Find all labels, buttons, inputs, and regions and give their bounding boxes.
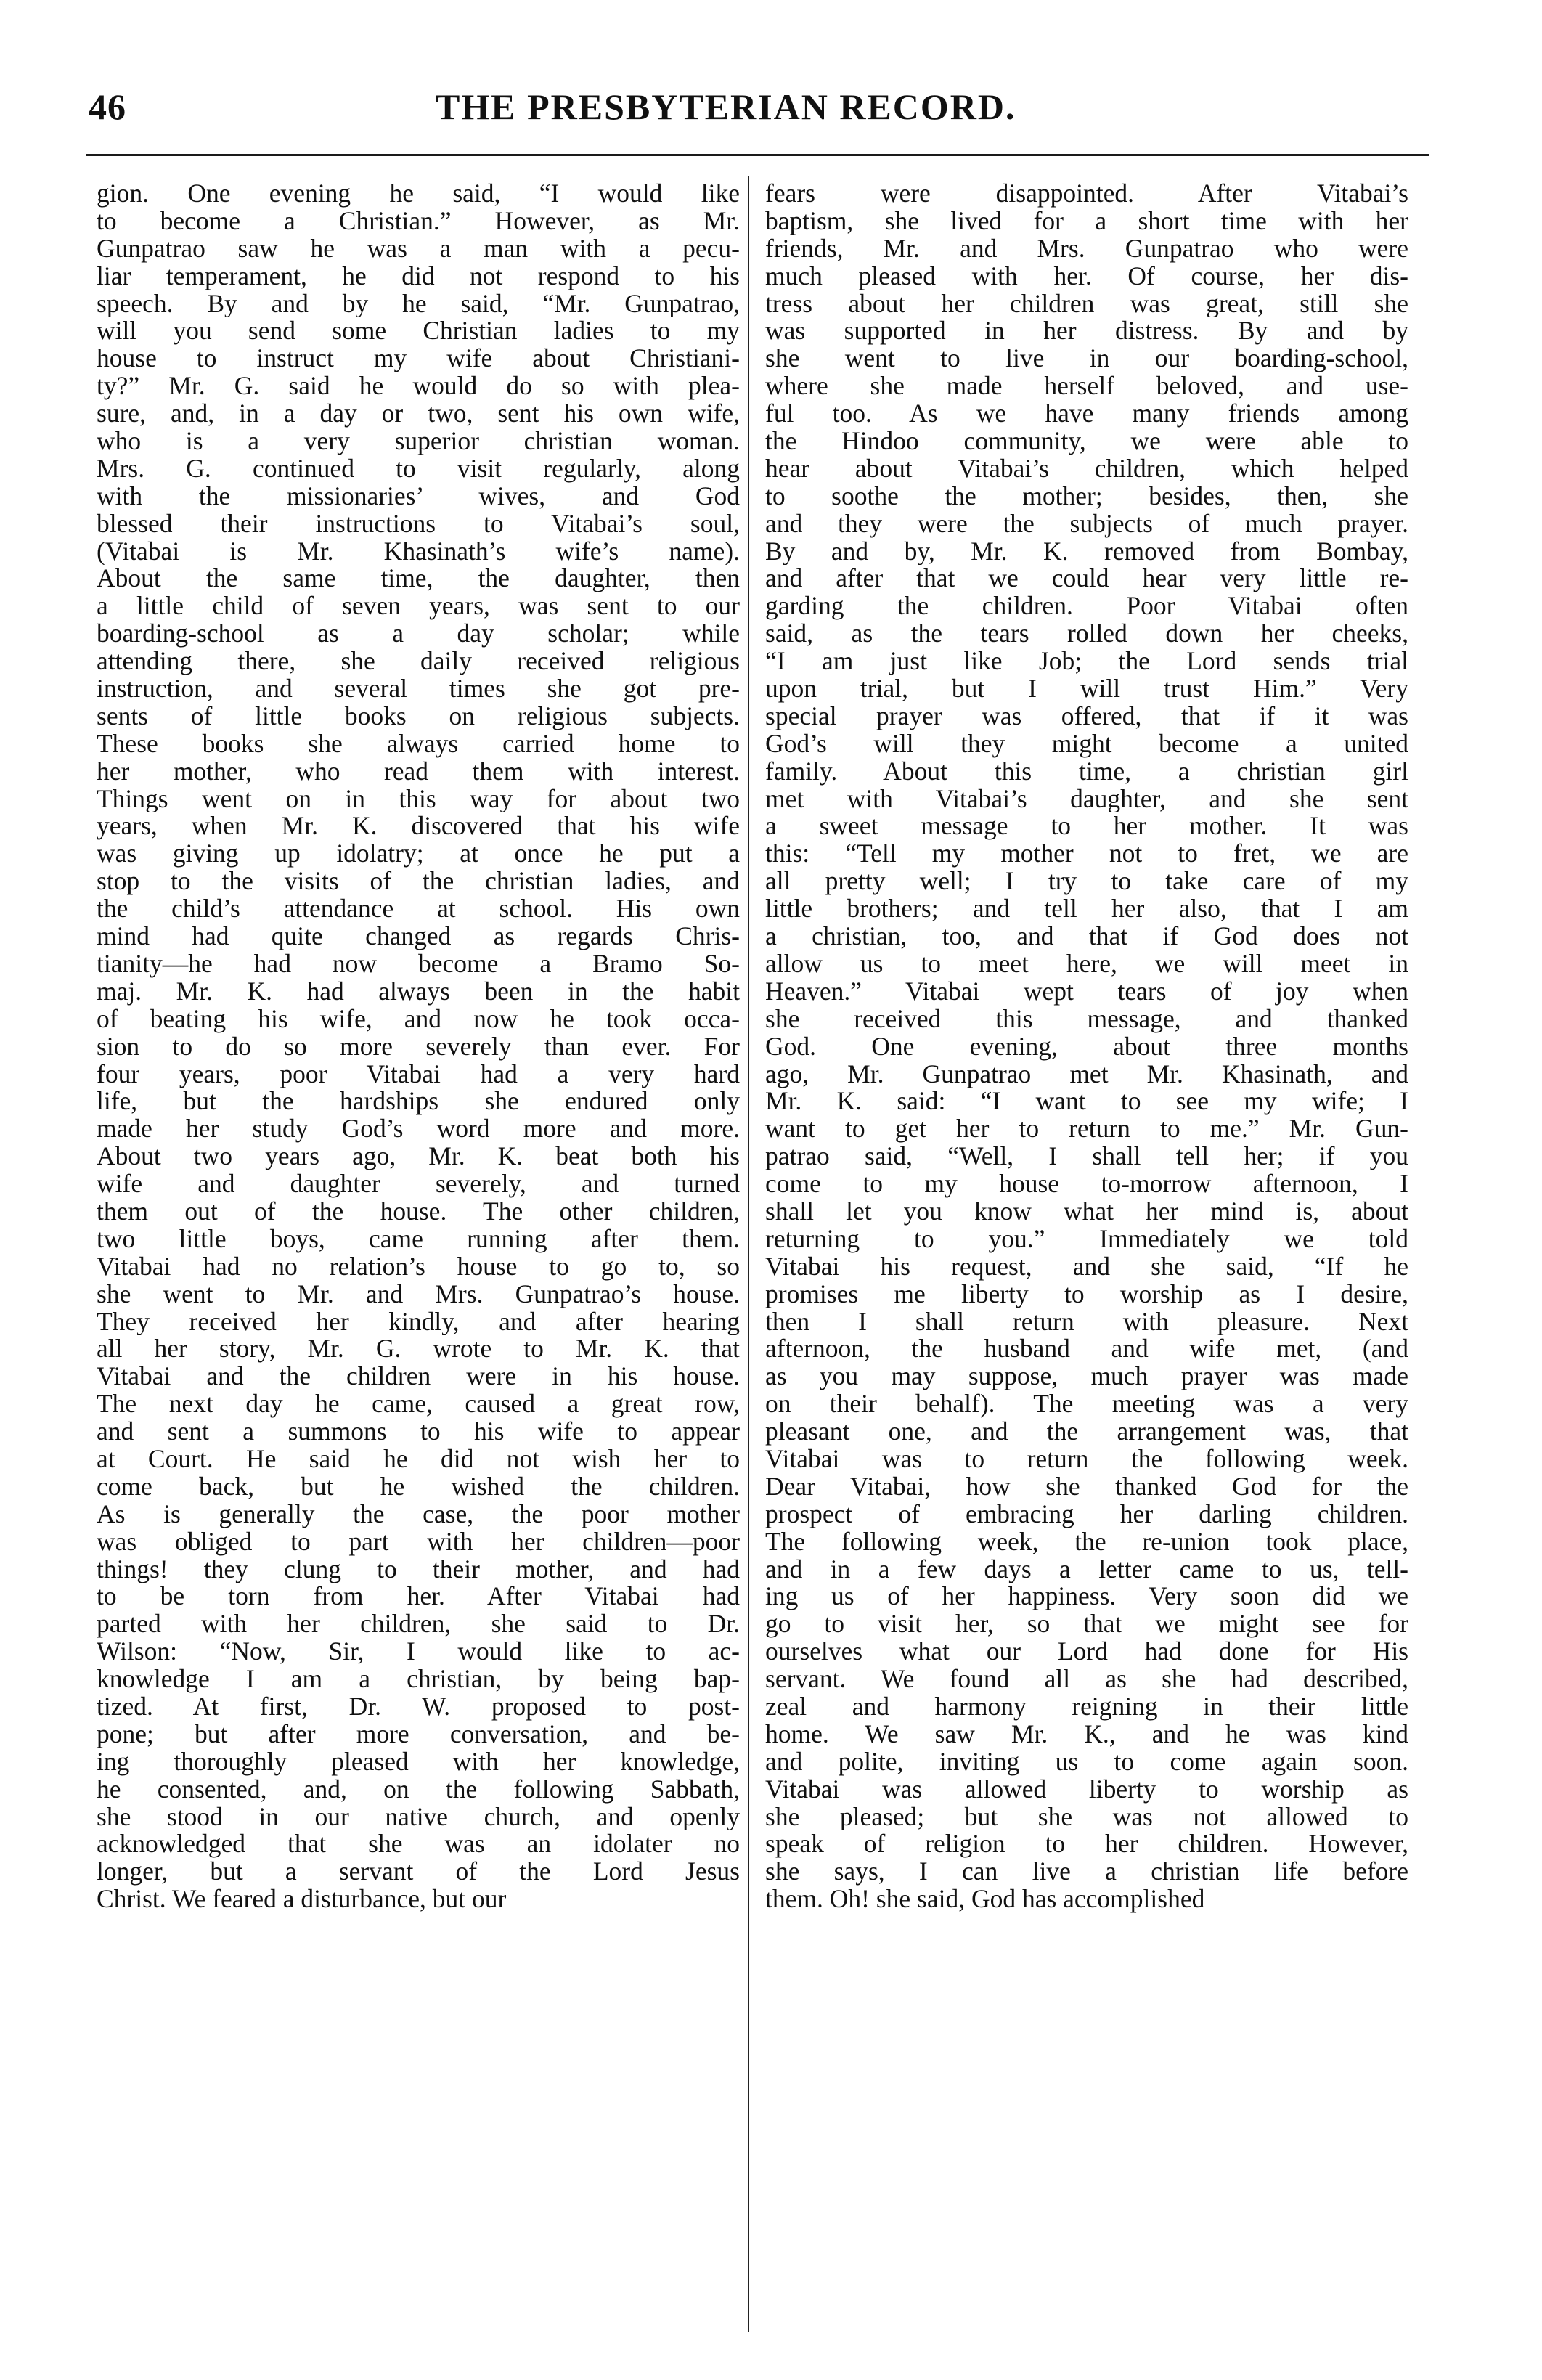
header-rule — [86, 154, 1429, 156]
text-line: sure, and, in a day or two, sent his own wife, — [97, 400, 740, 428]
text-line: maj. Mr. K. had always been in the habit — [97, 977, 740, 1006]
text-line: a christian, too, and that if God does not — [765, 923, 1408, 950]
text-line: sion to do so more severely than ever. For — [97, 1032, 740, 1061]
text-line: liar temperament, he did not respond to his — [97, 262, 740, 290]
text-line: parted with her children, she said to Dr. — [97, 1610, 740, 1639]
text-line: God’s will they might become a united — [765, 730, 1408, 758]
text-line: a sweet message to her mother. It was — [765, 812, 1408, 841]
text-line: By and by, Mr. K. removed from Bombay, — [765, 537, 1408, 566]
text-line: was obliged to part with her children—poor — [97, 1528, 740, 1556]
text-line: The following week, the re-union took place, — [765, 1528, 1408, 1556]
text-line: friends, Mr. and Mrs. Gunpatrao who were — [765, 235, 1408, 263]
text-line: them. Oh! she said, God has accomplished — [765, 1886, 1205, 1914]
text-line: patrao said, “Well, I shall tell her; if you — [765, 1143, 1408, 1171]
text-line: gion. One evening he said, “I would like — [97, 180, 740, 208]
text-line: as you may suppose, much prayer was made — [765, 1363, 1408, 1391]
text-line: ful too. As we have many friends among — [765, 400, 1408, 428]
text-line: pleasant one, and the arrangement was, that — [765, 1418, 1408, 1446]
text-line: made her study God’s word more and more. — [97, 1115, 740, 1144]
text-line: God. One evening, about three months — [765, 1032, 1408, 1061]
text-line: As is generally the case, the poor mother — [97, 1500, 740, 1528]
running-title: THE PRESBYTERIAN RECORD. — [436, 86, 1016, 127]
text-line: Vitabai and the children were in his house. — [97, 1363, 740, 1391]
text-line: come back, but he wished the children. — [97, 1472, 740, 1501]
text-line: family. About this time, a christian girl — [765, 757, 1408, 786]
text-line: on their behalf). The meeting was a very — [765, 1390, 1408, 1419]
text-line: four years, poor Vitabai had a very hard — [97, 1060, 740, 1088]
text-line: Vitabai his request, and she said, “If he — [765, 1252, 1408, 1281]
text-line: she pleased; but she was not allowed to — [765, 1803, 1408, 1831]
text-line: Vitabai had no relation’s house to go to, so — [97, 1252, 740, 1281]
text-line: he consented, and, on the following Sabbath, — [97, 1775, 740, 1804]
text-line: fears were disappointed. After Vitabai’s — [765, 180, 1408, 208]
text-line: she went to live in our boarding-school, — [765, 345, 1408, 373]
text-line: allow us to meet here, we will meet in — [765, 950, 1408, 978]
text-line: garding the children. Poor Vitabai often — [765, 592, 1408, 621]
text-line: want to get her to return to me.” Mr. Gun- — [765, 1115, 1408, 1144]
text-line: Gunpatrao saw he was a man with a pecu- — [97, 235, 740, 263]
text-line: the child’s attendance at school. His own — [97, 895, 740, 924]
text-line: Wilson: “Now, Sir, I would like to ac- — [97, 1638, 740, 1666]
text-line: Mrs. G. continued to visit regularly, along — [97, 455, 740, 483]
text-line: was giving up idolatry; at once he put a — [97, 840, 740, 868]
text-line: They received her kindly, and after hearing — [97, 1308, 740, 1336]
text-line: sents of little books on religious subjects. — [97, 702, 740, 730]
text-line: Vitabai was allowed liberty to worship as — [765, 1775, 1408, 1804]
text-line: “I am just like Job; the Lord sends trial — [765, 648, 1408, 676]
text-line: ty?” Mr. G. said he would do so with plea- — [97, 372, 740, 401]
text-line: tized. At first, Dr. W. proposed to post- — [97, 1692, 740, 1721]
column-divider — [748, 176, 749, 2332]
text-line: who is a very superior christian woman. — [97, 428, 740, 455]
text-line: Mr. K. said: “I want to see my wife; I — [765, 1088, 1408, 1116]
text-line: life, but the hardships she endured only — [97, 1088, 740, 1116]
text-line: speech. By and by he said, “Mr. Gunpatrao, — [97, 290, 740, 318]
text-line: instruction, and several times she got pre- — [97, 675, 740, 703]
text-line: things! they clung to their mother, and had — [97, 1555, 740, 1584]
text-line: this: “Tell my mother not to fret, we are — [765, 840, 1408, 868]
text-line: boarding-school as a day scholar; while — [97, 620, 740, 648]
text-line: was supported in her distress. By and by — [765, 317, 1408, 346]
text-line: met with Vitabai’s daughter, and she sent — [765, 785, 1408, 813]
text-line: at Court. He said he did not wish her to — [97, 1445, 740, 1473]
text-line: Vitabai was to return the following week. — [765, 1445, 1408, 1473]
text-line: where she made herself beloved, and use- — [765, 372, 1408, 401]
text-line: home. We saw Mr. K., and he was kind — [765, 1720, 1408, 1748]
text-line: years, when Mr. K. discovered that his wife — [97, 812, 740, 841]
text-line: hear about Vitabai’s children, which helped — [765, 455, 1408, 483]
text-line: come to my house to-morrow afternoon, I — [765, 1170, 1408, 1198]
text-line: to be torn from her. After Vitabai had — [97, 1583, 740, 1611]
text-line: The next day he came, caused a great row, — [97, 1390, 740, 1419]
text-line: Things went on in this way for about two — [97, 785, 740, 813]
page-number: 46 — [89, 86, 126, 127]
text-line: promises me liberty to worship as I desire, — [765, 1280, 1408, 1308]
text-line: all her story, Mr. G. wrote to Mr. K. that — [97, 1335, 740, 1364]
text-line: she received this message, and thanked — [765, 1005, 1408, 1033]
text-line: speak of religion to her children. However, — [765, 1830, 1408, 1859]
text-line: baptism, she lived for a short time with her — [765, 207, 1408, 235]
text-line: attending there, she daily received religious — [97, 648, 740, 676]
text-line: stop to the visits of the christian ladies, and — [97, 868, 740, 896]
text-line: upon trial, but I will trust Him.” Very — [765, 675, 1408, 703]
text-line: all pretty well; I try to take care of my — [765, 868, 1408, 896]
text-line: Heaven.” Vitabai wept tears of joy when — [765, 977, 1408, 1006]
text-line: acknowledged that she was an idolater no — [97, 1830, 740, 1859]
text-line: tianity—he had now become a Bramo So- — [97, 950, 740, 978]
text-line: afternoon, the husband and wife met, (and — [765, 1335, 1408, 1364]
text-line: wife and daughter severely, and turned — [97, 1170, 740, 1198]
text-line: ago, Mr. Gunpatrao met Mr. Khasinath, and — [765, 1060, 1408, 1088]
text-line: and they were the subjects of much prayer. — [765, 510, 1408, 538]
text-line: ourselves what our Lord had done for His — [765, 1638, 1408, 1666]
text-line: her mother, who read them with interest. — [97, 757, 740, 786]
text-line: About the same time, the daughter, then — [97, 565, 740, 593]
text-line: About two years ago, Mr. K. beat both his — [97, 1143, 740, 1171]
text-line: pone; but after more conversation, and be- — [97, 1720, 740, 1748]
text-line: Dear Vitabai, how she thanked God for the — [765, 1472, 1408, 1501]
text-line: the Hindoo community, we were able to — [765, 428, 1408, 455]
text-line: blessed their instructions to Vitabai’s soul, — [97, 510, 740, 538]
text-line: then I shall return with pleasure. Next — [765, 1308, 1408, 1336]
text-line: servant. We found all as she had described, — [765, 1666, 1408, 1693]
text-line: will you send some Christian ladies to my — [97, 317, 740, 346]
text-line: shall let you know what her mind is, about — [765, 1197, 1408, 1226]
text-line: longer, but a servant of the Lord Jesus — [97, 1858, 740, 1886]
text-line: them out of the house. The other children, — [97, 1197, 740, 1226]
text-line: knowledge I am a christian, by being bap- — [97, 1666, 740, 1693]
text-line: with the missionaries’ wives, and God — [97, 482, 740, 510]
text-line: she went to Mr. and Mrs. Gunpatrao’s house. — [97, 1280, 740, 1308]
text-line: two little boys, came running after them. — [97, 1225, 740, 1253]
text-line: zeal and harmony reigning in their little — [765, 1692, 1408, 1721]
text-line: and sent a summons to his wife to appear — [97, 1418, 740, 1446]
text-line: returning to you.” Immediately we told — [765, 1225, 1408, 1253]
text-line: said, as the tears rolled down her cheeks, — [765, 620, 1408, 648]
text-line: much pleased with her. Of course, her dis- — [765, 262, 1408, 290]
text-line: of beating his wife, and now he took occa- — [97, 1005, 740, 1033]
text-line: ing thoroughly pleased with her knowledge, — [97, 1748, 740, 1776]
text-line: prospect of embracing her darling children. — [765, 1500, 1408, 1528]
text-line: special prayer was offered, that if it was — [765, 702, 1408, 730]
text-line: and after that we could hear very little re- — [765, 565, 1408, 593]
text-line: tress about her children was great, still she — [765, 290, 1408, 318]
text-line: a little child of seven years, was sent to our — [97, 592, 740, 621]
text-line: to soothe the mother; besides, then, she — [765, 482, 1408, 510]
text-line: (Vitabai is Mr. Khasinath’s wife’s name). — [97, 537, 740, 566]
text-line: little brothers; and tell her also, that I am — [765, 895, 1408, 924]
text-line: she says, I can live a christian life before — [765, 1858, 1408, 1886]
text-line: go to visit her, so that we might see for — [765, 1610, 1408, 1639]
text-line: to become a Christian.” However, as Mr. — [97, 207, 740, 235]
text-line: house to instruct my wife about Christiani- — [97, 345, 740, 373]
text-line: she stood in our native church, and openly — [97, 1803, 740, 1831]
text-line: and in a few days a letter came to us, tell- — [765, 1555, 1408, 1584]
left-column — [97, 180, 740, 1913]
right-column — [765, 180, 1408, 1913]
text-line: and polite, inviting us to come again soon. — [765, 1748, 1408, 1776]
text-line: These books she always carried home to — [97, 730, 740, 758]
text-line: Christ. We feared a disturbance, but our — [97, 1886, 507, 1914]
text-line: ing us of her happiness. Very soon did we — [765, 1583, 1408, 1611]
text-line: mind had quite changed as regards Chris- — [97, 923, 740, 950]
